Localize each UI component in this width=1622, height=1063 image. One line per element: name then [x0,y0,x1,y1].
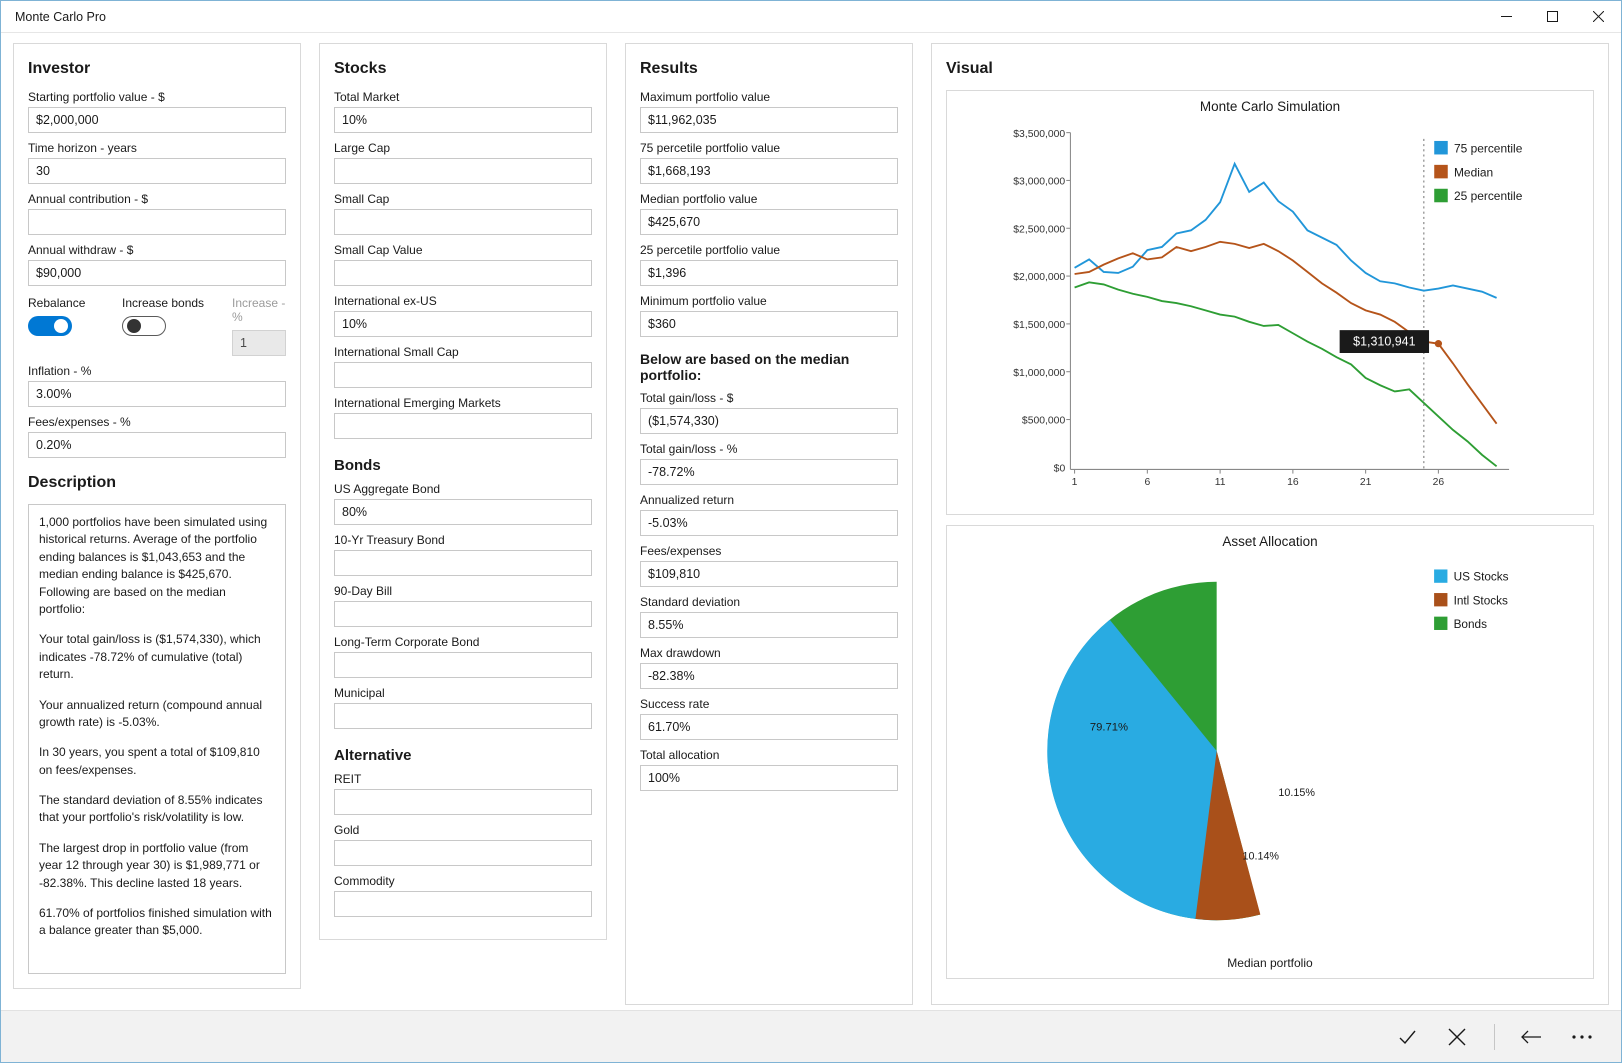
label-time-horizon: Time horizon - years [28,141,137,155]
legend-swatch-intl-stocks [1434,593,1447,606]
description-heading: Description [28,474,117,491]
field-maximum-portfolio-value [640,90,898,133]
label-reit: REIT [334,772,362,786]
input-small-cap-value[interactable] [334,260,592,286]
label-us-aggregate-bond: US Aggregate Bond [334,482,441,496]
label-small-cap-value: Small Cap Value [334,243,423,257]
input-minimum-portfolio-value [640,311,898,337]
x-tick-label: 11 [1214,477,1226,489]
label-total-allocation: Total allocation [640,748,720,762]
main-content [1,33,1621,1010]
legend-label-bonds: Bonds [1453,617,1487,631]
input-fees-expenses-result [640,561,898,587]
back-button[interactable] [1509,1017,1555,1057]
field-inflation [28,364,286,407]
rebalance-toggle-group [28,296,104,339]
label-long-term-corporate-bond: Long-Term Corporate Bond [334,635,480,649]
field-minimum-portfolio-value [640,294,898,337]
investor-panel [13,43,301,989]
input-gold[interactable] [334,840,592,866]
increase-bonds-label: Increase bonds [122,296,205,310]
input-total-gain-loss-dollar [640,408,898,434]
x-tick-label: 6 [1144,477,1151,489]
field-international-ex-us [334,294,592,337]
description-paragraph: Your annualized return (compound annual growth rate) is -5.03%. [39,697,263,729]
label-international-small-cap: International Small Cap [334,345,459,359]
stocks-panel [319,43,607,940]
rebalance-toggle[interactable] [28,316,72,336]
label-75-percentile-portfolio-value: 75 percetile portfolio value [640,141,781,155]
label-success-rate: Success rate [640,697,710,711]
label-fees-expenses: Fees/expenses - % [28,415,131,429]
close-button[interactable] [1575,1,1621,32]
pie-label-us-stocks: 10.15% [1278,787,1315,800]
asset-allocation-chart-card [946,525,1594,979]
description-paragraph: The largest drop in portfolio value (from year 12 through year 30) is $1,989,771 or -82.38%. This decline lasted 18 years. [39,840,260,890]
input-75-percentile-portfolio-value [640,158,898,184]
input-10yr-treasury-bond[interactable] [334,550,592,576]
monte-carlo-chart-title: Monte Carlo Simulation [1199,99,1341,114]
input-international-emerging-markets[interactable] [334,413,592,439]
bonds-heading: Bonds [334,457,381,474]
close-icon [1448,1028,1466,1046]
visual-panel [931,43,1609,1005]
description-paragraph: 1,000 portfolios have been simulated using historical returns. Average of the portfolio ending balances is $1,043,653 and the median ending balance is $425,670. Following are based on the median portfolio: [39,515,268,616]
monte-carlo-chart-card [946,90,1594,515]
asset-allocation-chart-title: Asset Allocation [1222,534,1318,549]
label-standard-deviation: Standard deviation [640,595,741,609]
field-international-small-cap [334,345,592,388]
monte-carlo-line-chart [947,116,1593,511]
y-tick-label: $500,000 [1021,415,1066,427]
investor-heading: Investor [28,60,91,77]
legend-label-median: Median [1453,165,1494,180]
increase-percent-label: Increase - % [232,296,286,324]
input-annual-contribution[interactable] [28,209,286,235]
legend-label-25-percentile: 25 percentile [1453,189,1523,204]
label-large-cap: Large Cap [334,141,391,155]
input-success-rate [640,714,898,740]
pie-chart-legend [1434,569,1509,630]
input-commodity[interactable] [334,891,592,917]
y-tick-label: $3,000,000 [1013,176,1066,188]
y-tick-label: $1,000,000 [1013,367,1066,379]
visual-heading: Visual [946,60,993,77]
pie-label-bonds: 79.71% [1089,721,1129,734]
field-fees-expenses-result [640,544,898,587]
field-small-cap-value [334,243,592,286]
field-commodity [334,874,592,917]
label-commodity: Commodity [334,874,395,888]
label-90day-bill: 90-Day Bill [334,584,393,598]
description-paragraph: The standard deviation of 8.55% indicates that your portfolio's risk/volatility is low. [39,793,263,825]
rebalance-toggle-knob [54,319,68,333]
input-starting-portfolio-value[interactable] [28,107,286,133]
field-success-rate [640,697,898,740]
input-long-term-corporate-bond[interactable] [334,652,592,678]
title-bar [1,1,1621,33]
pie-label-intl-stocks: 10.14% [1242,850,1280,863]
window-title: Monte Carlo Pro [15,9,107,24]
field-annual-withdraw [28,243,286,286]
results-heading: Results [640,60,698,77]
label-international-ex-us: International ex-US [334,294,437,308]
label-annual-withdraw: Annual withdraw - $ [28,243,134,257]
label-inflation: Inflation - % [28,364,92,378]
label-fees-expenses-result: Fees/expenses [640,544,722,558]
label-total-market: Total Market [334,90,400,104]
input-small-cap[interactable] [334,209,592,235]
description-paragraph: Your total gain/loss is ($1,574,330), which indicates -78.72% of cumulative (total) return. [39,632,261,682]
input-annualized-return [640,510,898,536]
input-increase-percent [232,330,286,356]
rebalance-label: Rebalance [28,296,86,310]
y-tick-label: $0 [1053,463,1066,475]
field-time-horizon [28,141,286,184]
field-total-gain-loss-percent [640,442,898,485]
field-long-term-corporate-bond [334,635,592,678]
results-subheading: Below are based on the median portfolio: [640,351,850,383]
legend-swatch-bonds [1434,617,1447,630]
label-maximum-portfolio-value: Maximum portfolio value [640,90,771,104]
cancel-button[interactable] [1434,1017,1480,1057]
field-international-emerging-markets [334,396,592,439]
input-max-drawdown [640,663,898,689]
field-us-aggregate-bond [334,482,592,525]
line-chart-legend [1434,141,1522,203]
label-municipal: Municipal [334,686,385,700]
stocks-heading: Stocks [334,60,387,77]
description-box [28,504,286,974]
field-90day-bill [334,584,592,627]
field-municipal [334,686,592,729]
input-total-gain-loss-percent [640,459,898,485]
legend-label-intl-stocks: Intl Stocks [1453,594,1508,608]
input-international-small-cap[interactable] [334,362,592,388]
input-municipal[interactable] [334,703,592,729]
input-standard-deviation [640,612,898,638]
label-starting-portfolio-value: Starting portfolio value - $ [28,90,165,104]
legend-swatch-25-percentile [1434,189,1448,203]
input-international-ex-us[interactable] [334,311,592,337]
description-paragraph: In 30 years, you spent a total of $109,810 on fees/expenses. [39,745,260,777]
input-inflation[interactable] [28,381,286,407]
field-total-allocation [640,748,898,791]
legend-swatch-median [1434,165,1448,179]
annotation-point [1435,340,1442,347]
legend-swatch-us-stocks [1434,569,1447,582]
y-tick-label: $3,500,000 [1013,128,1066,140]
legend-label-75-percentile: 75 percentile [1453,141,1523,156]
description-paragraph: 61.70% of portfolios finished simulation with a balance greater than $5,000. [39,906,272,938]
label-median-portfolio-value: Median portfolio value [640,192,758,206]
x-tick-label: 26 [1432,477,1445,489]
accept-button[interactable] [1384,1017,1430,1057]
input-90day-bill[interactable] [334,601,592,627]
field-median-portfolio-value [640,192,898,235]
field-starting-portfolio-value [28,90,286,133]
label-small-cap: Small Cap [334,192,390,206]
command-bar [1,1010,1621,1062]
field-fees-expenses [28,415,286,458]
field-25-percentile-portfolio-value [640,243,898,286]
ellipsis-icon [1571,1034,1593,1040]
increase-percent-group [232,296,286,356]
field-gold [334,823,592,866]
command-separator [1494,1024,1495,1050]
field-10yr-treasury-bond [334,533,592,576]
label-max-drawdown: Max drawdown [640,646,721,660]
field-standard-deviation [640,595,898,638]
y-tick-label: $2,000,000 [1013,272,1066,284]
input-total-market[interactable] [334,107,592,133]
label-annualized-return: Annualized return [640,493,735,507]
x-tick-label: 21 [1359,477,1372,489]
annotation-tooltip-label: $1,310,941 [1353,334,1416,349]
label-10yr-treasury-bond: 10-Yr Treasury Bond [334,533,445,547]
asset-allocation-pie-chart [947,551,1593,951]
check-icon [1397,1027,1417,1047]
increase-bonds-toggle-knob [127,319,141,333]
y-tick-label: $2,500,000 [1013,224,1066,236]
input-annual-withdraw[interactable] [28,260,286,286]
field-total-gain-loss-dollar [640,391,898,434]
input-fees-expenses[interactable] [28,432,286,458]
label-international-emerging-markets: International Emerging Markets [334,396,501,410]
x-tick-label: 1 [1071,477,1078,489]
input-maximum-portfolio-value [640,107,898,133]
alternative-heading: Alternative [334,747,412,764]
input-large-cap[interactable] [334,158,592,184]
field-annualized-return [640,493,898,536]
label-total-gain-loss-dollar: Total gain/loss - $ [640,391,734,405]
back-arrow-icon [1521,1028,1543,1046]
results-panel [625,43,913,1005]
field-small-cap [334,192,592,235]
maximize-button[interactable] [1529,1,1575,32]
legend-label-us-stocks: US Stocks [1453,570,1509,584]
increase-bonds-toggle-group [122,296,214,339]
label-total-gain-loss-percent: Total gain/loss - % [640,442,738,456]
field-large-cap [334,141,592,184]
field-annual-contribution [28,192,286,235]
label-annual-contribution: Annual contribution - $ [28,192,149,206]
input-total-allocation [640,765,898,791]
legend-swatch-75-percentile [1434,141,1448,155]
field-total-market [334,90,592,133]
input-us-aggregate-bond[interactable] [334,499,592,525]
minimize-button[interactable] [1483,1,1529,32]
label-minimum-portfolio-value: Minimum portfolio value [640,294,767,308]
toggle-row [28,296,286,356]
label-gold: Gold [334,823,360,837]
y-tick-label: $1,500,000 [1013,320,1066,332]
input-reit[interactable] [334,789,592,815]
asset-allocation-caption: Median portfolio [1227,956,1313,970]
field-reit [334,772,592,815]
more-button[interactable] [1559,1017,1605,1057]
input-25-percentile-portfolio-value [640,260,898,286]
input-time-horizon[interactable] [28,158,286,184]
input-median-portfolio-value [640,209,898,235]
field-75-percentile-portfolio-value [640,141,898,184]
label-25-percentile-portfolio-value: 25 percetile portfolio value [640,243,781,257]
increase-bonds-toggle[interactable] [122,316,166,336]
field-max-drawdown [640,646,898,689]
x-tick-label: 16 [1287,477,1299,489]
